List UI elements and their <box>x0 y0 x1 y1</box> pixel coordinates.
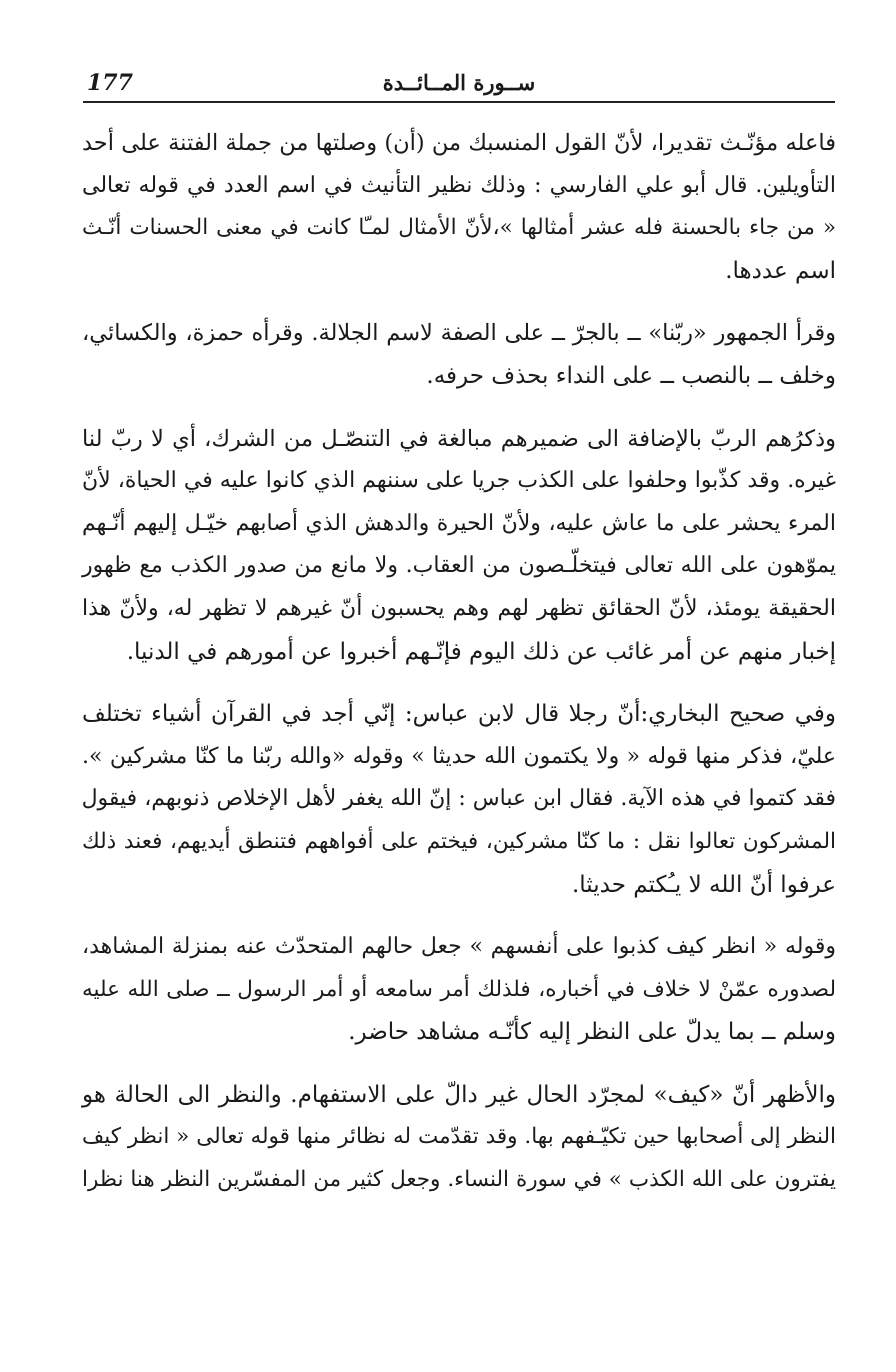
text-line: وسلم ــ بما يدلّ على النظر إليه كأنّـه مشاهد حاضر. <box>348 1019 836 1046</box>
paragraph <box>82 312 836 397</box>
paragraph <box>82 1074 836 1202</box>
text-line: وخلف ــ بالنصب ــ على النداء بحذف حرفه. <box>426 362 836 389</box>
text-line: وقرأ الجمهور «ربّنا» ــ بالجرّ ــ على الصفة لاسم الجلالة. وقرأه حمزة، والكسائي، <box>82 320 836 347</box>
text-line: فقد كتموا في هذه الآية. فقال ابن عباس : إنّ الله يغفر لأهل الإخلاص ذنوبهم، فيقول <box>81 786 836 812</box>
text-line: غيره. وقد كذّبوا وحلفوا على الكذب جريا على سننهم الذي كانوا عليه في الحياة، لأنّ <box>82 468 836 494</box>
text-line: لصدوره عمّنْ لا خلاف في أخباره، فلذلك أمر سامعه أو أمر الرسول ــ صلى الله عليه <box>82 976 836 1002</box>
text-line: فاعله مؤنّـث تقديرا، لأنّ القول المنسبك من (أن) وصلتها من جملة الفتنة على أحد <box>82 130 836 156</box>
text-line: المرء يحشر على ما عاش عليه، ولأنّ الحيرة والدهش الذي أصابهم خيّـل إليهم أنّـهم <box>82 510 836 536</box>
text-line: يموّهون على الله تعالى فيتخلّـصون من العقاب. ولا مانع من صدور الكذب مع ظهور <box>82 553 836 579</box>
paragraph <box>82 418 836 674</box>
text-line: المشركون تعالوا نقل : ما كنّا مشركين، فيختم على أفواههم فتنطق أيديهم، فعند ذلك <box>82 828 836 854</box>
text-line: وقوله « انظر كيف كذبوا على أنفسهم » جعل حالهم المتحدّث عنه بمنزلة المشاهد، <box>82 934 836 960</box>
page-number: 177 <box>87 70 133 96</box>
running-title: ســورة المــائــدة <box>382 70 536 95</box>
text-line: إخبار منهم عن أمر غائب عن ذلك اليوم فإنّـهم أخبروا عن أمورهم في الدنيا. <box>126 638 836 665</box>
text-line: التأويلين. قال أبو علي الفارسي : وذلك نظير التأنيث في اسم العدد في قوله تعالى <box>82 172 836 198</box>
page-header <box>83 66 835 100</box>
text-line: والأظهر أنّ «كيف» لمجرّد الحال غير دالّ على الاستفهام. والنظر الى الحالة هو <box>82 1081 836 1108</box>
text-line: يفترون على الله الكذب » في سورة النساء. وجعل كثير من المفسّرين النظر هنا نظرا <box>82 1167 836 1193</box>
text-line: عليّ، فذكر منها قوله « ولا يكتمون الله حديثا » وقوله «والله ربّنا ما كنّا مشركين ». <box>82 743 836 769</box>
text-line: « من جاء بالحسنة فله عشر أمثالها »،لأنّ الأمثال لمـّا كانت في معنى الحسنات أنّـث <box>82 215 836 241</box>
paragraph <box>82 693 836 906</box>
paragraph <box>82 122 836 292</box>
text-line: وذكرُهم الربّ بالإضافة الى ضميرهم مبالغة في التنصّـل من الشرك، أي لا ربّ لنا <box>82 425 836 452</box>
body-text <box>82 122 836 1222</box>
text-line: عرفوا أنّ الله لا يـُكتم حديثا. <box>571 871 836 898</box>
paragraph <box>82 926 836 1054</box>
text-line: اسم عددها. <box>725 257 836 284</box>
text-line: النظر إلى أصحابها حين تكيّـفهم بها. وقد تقدّمت له نظائر منها قوله تعالى « انظر كيف <box>82 1124 836 1150</box>
text-line: وفي صحيح البخاري:أنّ رجلا قال لابن عباس: إنّي أجد في القرآن أشياء تختلف <box>82 701 836 728</box>
header-divider <box>83 101 835 103</box>
text-line: الحقيقة يومئذ، لأنّ الحقائق تظهر لهم وهم يحسبون أنّ غيرهم لا تظهر له، ولأنّ هذا <box>82 595 836 621</box>
